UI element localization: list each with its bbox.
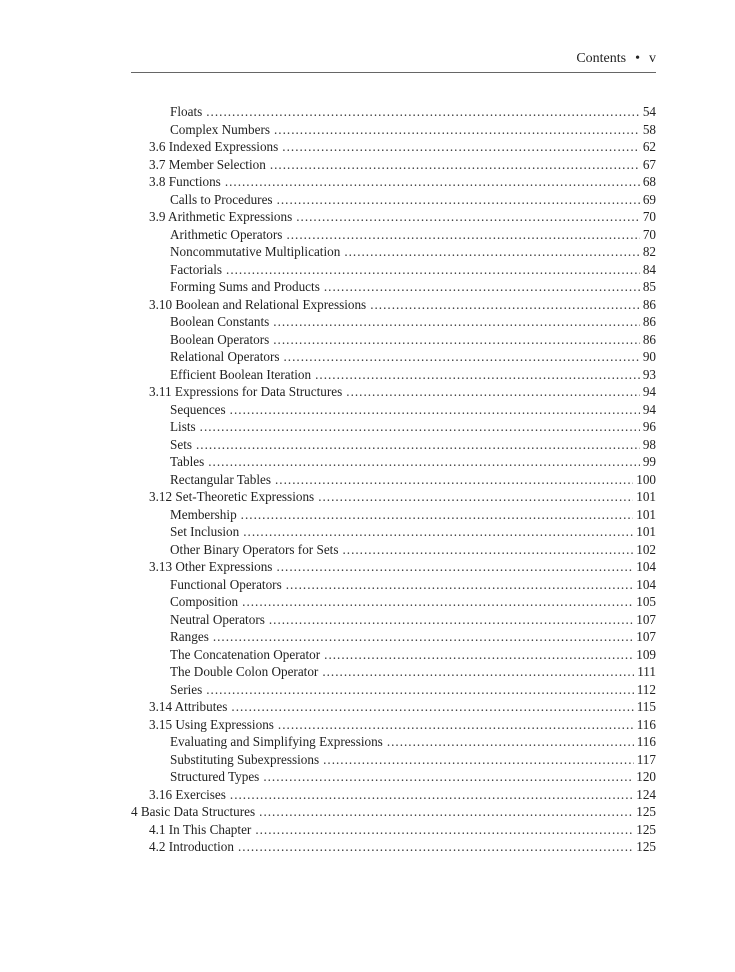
toc-entry[interactable] <box>131 698 656 716</box>
toc-entry-page: 117 <box>636 751 656 767</box>
toc-entry-page: 115 <box>636 699 656 714</box>
dot-leader <box>255 821 633 839</box>
toc-entry-title: Evaluating and Simplifying Expressions <box>170 734 383 749</box>
toc-entry-title: Efficient Boolean Iteration <box>170 366 312 382</box>
toc-entry-title: 3.16 Exercises <box>149 786 226 802</box>
dot-leader <box>277 191 640 209</box>
toc-entry-title: Functional Operators <box>170 576 282 592</box>
toc-entry-page: 94 <box>642 384 656 399</box>
toc-entry-title: Boolean Operators <box>170 331 270 347</box>
dot-leader <box>242 593 633 611</box>
dot-leader <box>286 576 634 594</box>
dot-leader <box>318 488 633 506</box>
toc-entry-page: 104 <box>636 576 656 592</box>
toc-entry-title: 3.11 Expressions for Data Structures <box>149 384 343 399</box>
dot-leader <box>263 768 633 786</box>
toc-entry-page: 107 <box>636 611 656 627</box>
dot-leader <box>323 751 634 769</box>
dot-leader <box>259 803 633 821</box>
toc-entry-page: 124 <box>636 786 656 802</box>
dot-leader <box>276 558 633 576</box>
dot-leader <box>200 418 640 436</box>
toc-entry[interactable] <box>131 226 656 244</box>
toc-entry[interactable] <box>131 418 656 436</box>
toc-entry-page: 86 <box>642 296 656 312</box>
dot-leader <box>324 278 640 296</box>
toc-entry[interactable] <box>131 646 656 664</box>
dot-leader <box>206 103 640 121</box>
toc-entry-title: Noncommutative Multiplication <box>170 244 341 259</box>
dot-leader <box>344 243 640 261</box>
toc-entry-page: 85 <box>642 279 656 294</box>
dot-leader <box>241 506 634 524</box>
toc-entry-title: Arithmetic Operators <box>170 226 283 242</box>
toc-entry-title: Set Inclusion <box>170 524 240 539</box>
toc-entry[interactable] <box>131 663 656 681</box>
toc-entry-page: 111 <box>637 664 656 679</box>
toc-entry[interactable] <box>131 383 656 401</box>
toc-entry-page: 125 <box>636 839 656 854</box>
toc-entry[interactable] <box>131 471 656 489</box>
toc-entry-title: 3.10 Boolean and Relational Expressions <box>149 296 367 312</box>
dot-leader <box>342 541 633 559</box>
toc-entry[interactable] <box>131 296 656 314</box>
toc-entry-page: 86 <box>642 314 656 329</box>
toc-entry-page: 86 <box>642 331 656 347</box>
dot-leader <box>213 628 633 646</box>
dot-leader <box>370 296 640 314</box>
toc-entry-title: Structured Types <box>170 769 260 784</box>
toc-entry[interactable] <box>131 768 656 786</box>
toc-entry-page: 112 <box>636 681 656 697</box>
toc-entry-page: 125 <box>636 804 656 819</box>
toc-entry-title: 3.12 Set-Theoretic Expressions <box>149 489 315 504</box>
toc-entry[interactable] <box>131 611 656 629</box>
bullet-separator: • <box>635 51 640 66</box>
toc-entry-title: Floats <box>170 104 203 119</box>
dot-leader <box>322 663 634 681</box>
toc-entry-page: 98 <box>642 436 656 452</box>
toc-entry-page: 120 <box>636 769 656 784</box>
toc-entry-page: 82 <box>642 244 656 259</box>
toc-entry[interactable] <box>131 436 656 454</box>
toc-entry[interactable] <box>131 716 656 734</box>
toc-entry-title: Lists <box>170 419 196 434</box>
toc-entry-title: 3.15 Using Expressions <box>149 716 274 732</box>
dot-leader <box>274 121 640 139</box>
toc-entry-page: 105 <box>636 594 656 609</box>
toc-entry-title: Complex Numbers <box>170 121 270 137</box>
dot-leader <box>243 523 633 541</box>
toc-entry-title: 3.8 Functions <box>149 174 221 189</box>
toc-entry-title: Calls to Procedures <box>170 191 273 207</box>
toc-entry-page: 101 <box>636 506 656 522</box>
toc-entry[interactable] <box>131 821 656 839</box>
dot-leader <box>387 733 634 751</box>
toc-entry[interactable] <box>131 313 656 331</box>
toc-entry[interactable] <box>131 558 656 576</box>
toc-entry-page: 70 <box>642 209 656 224</box>
toc-entry[interactable] <box>131 121 656 139</box>
toc-entry-page: 96 <box>642 419 656 434</box>
dot-leader <box>269 611 633 629</box>
toc-entry-page: 68 <box>642 174 656 189</box>
toc-entry-page: 116 <box>636 716 656 732</box>
toc-entry-page: 100 <box>636 471 656 487</box>
toc-entry-title: Rectangular Tables <box>170 471 271 487</box>
toc-entry-title: Factorials <box>170 261 223 277</box>
toc-entry[interactable] <box>131 453 656 471</box>
toc-entry-page: 69 <box>642 191 656 207</box>
toc-entry[interactable] <box>131 838 656 856</box>
toc-entry-title: Sets <box>170 436 192 452</box>
toc-entry-title: Sequences <box>170 401 226 417</box>
toc-entry-title: Composition <box>170 594 239 609</box>
toc-entry-title: Other Binary Operators for Sets <box>170 541 339 557</box>
toc-entry-page: 99 <box>642 454 656 469</box>
dot-leader <box>225 173 640 191</box>
dot-leader <box>230 786 633 804</box>
page-number: v <box>649 51 656 66</box>
toc-entry[interactable] <box>131 628 656 646</box>
dot-leader <box>270 156 640 174</box>
toc-entry[interactable] <box>131 576 656 594</box>
section-title: Contents <box>576 51 627 66</box>
toc-entry-title: 3.14 Attributes <box>149 699 228 714</box>
toc-entry-title: 4.2 Introduction <box>149 839 234 854</box>
toc-entry[interactable] <box>131 103 656 121</box>
toc-entry-title: 4.1 In This Chapter <box>149 821 252 837</box>
toc-entry[interactable] <box>131 261 656 279</box>
toc-entry-page: 104 <box>636 559 656 574</box>
toc-entry[interactable] <box>131 348 656 366</box>
header-rule <box>131 72 656 73</box>
toc-entry-title: Membership <box>170 506 237 522</box>
dot-leader <box>278 716 634 734</box>
toc-entry-page: 90 <box>642 349 656 364</box>
toc-entry[interactable] <box>131 593 656 611</box>
toc-entry[interactable] <box>131 366 656 384</box>
toc-entry-page: 101 <box>636 524 656 539</box>
toc-entry[interactable] <box>131 506 656 524</box>
toc-entry[interactable] <box>131 681 656 699</box>
toc-entry-page: 62 <box>642 139 656 154</box>
dot-leader <box>275 471 633 489</box>
toc-entry-title: 3.7 Member Selection <box>149 156 266 172</box>
toc-entry-page: 116 <box>636 734 656 749</box>
toc-entry-title: Relational Operators <box>170 349 280 364</box>
toc-entry-page: 58 <box>642 121 656 137</box>
dot-leader <box>324 646 633 664</box>
toc-entry-title: 4 Basic Data Structures <box>131 804 256 819</box>
toc-entry-title: Tables <box>170 454 205 469</box>
toc-entry[interactable] <box>131 156 656 174</box>
toc-entry-title: Boolean Constants <box>170 314 270 329</box>
toc-entry-page: 125 <box>636 821 656 837</box>
toc-entry-title: The Double Colon Operator <box>170 664 319 679</box>
dot-leader <box>206 681 633 699</box>
toc-entry[interactable] <box>131 803 656 821</box>
dot-leader <box>296 208 640 226</box>
toc-entry[interactable] <box>131 541 656 559</box>
toc-entry[interactable] <box>131 786 656 804</box>
toc-entry-title: Ranges <box>170 629 209 644</box>
toc-entry[interactable] <box>131 401 656 419</box>
dot-leader <box>238 838 633 856</box>
dot-leader <box>230 401 640 419</box>
toc-entry-page: 84 <box>642 261 656 277</box>
dot-leader <box>286 226 639 244</box>
toc-entry[interactable] <box>131 208 656 226</box>
toc-entry-title: Neutral Operators <box>170 611 265 627</box>
toc-entry[interactable] <box>131 751 656 769</box>
running-head <box>131 50 656 68</box>
dot-leader <box>273 313 640 331</box>
toc-entry[interactable] <box>131 733 656 751</box>
toc-entry-page: 67 <box>642 156 656 172</box>
dot-leader <box>196 436 640 454</box>
toc-entry[interactable] <box>131 191 656 209</box>
toc-entry-page: 54 <box>642 104 656 119</box>
toc-entry-page: 70 <box>642 226 656 242</box>
toc-entry-page: 93 <box>642 366 656 382</box>
toc-entry[interactable] <box>131 488 656 506</box>
toc-entry[interactable] <box>131 331 656 349</box>
dot-leader <box>208 453 640 471</box>
toc-entry-page: 102 <box>636 541 656 557</box>
dot-leader <box>273 331 640 349</box>
toc-entry-title: Substituting Subexpressions <box>170 751 320 767</box>
toc-entry-title: 3.9 Arithmetic Expressions <box>149 209 293 224</box>
toc-entry[interactable] <box>131 278 656 296</box>
toc-entry[interactable] <box>131 138 656 156</box>
toc-entry[interactable] <box>131 173 656 191</box>
toc-entry[interactable] <box>131 243 656 261</box>
toc-entry-page: 107 <box>636 629 656 644</box>
toc-entry-page: 101 <box>636 489 656 504</box>
table-of-contents <box>131 103 656 856</box>
toc-entry-title: 3.6 Indexed Expressions <box>149 139 279 154</box>
dot-leader <box>231 698 633 716</box>
dot-leader <box>346 383 640 401</box>
toc-entry-title: The Concatenation Operator <box>170 646 321 662</box>
dot-leader <box>282 138 640 156</box>
toc-entry-title: 3.13 Other Expressions <box>149 559 273 574</box>
toc-entry-page: 109 <box>636 646 656 662</box>
toc-entry-title: Series <box>170 681 203 697</box>
dot-leader <box>284 348 640 366</box>
dot-leader <box>226 261 640 279</box>
toc-entry[interactable] <box>131 523 656 541</box>
toc-entry-page: 94 <box>642 401 656 417</box>
toc-entry-title: Forming Sums and Products <box>170 279 320 294</box>
dot-leader <box>315 366 640 384</box>
